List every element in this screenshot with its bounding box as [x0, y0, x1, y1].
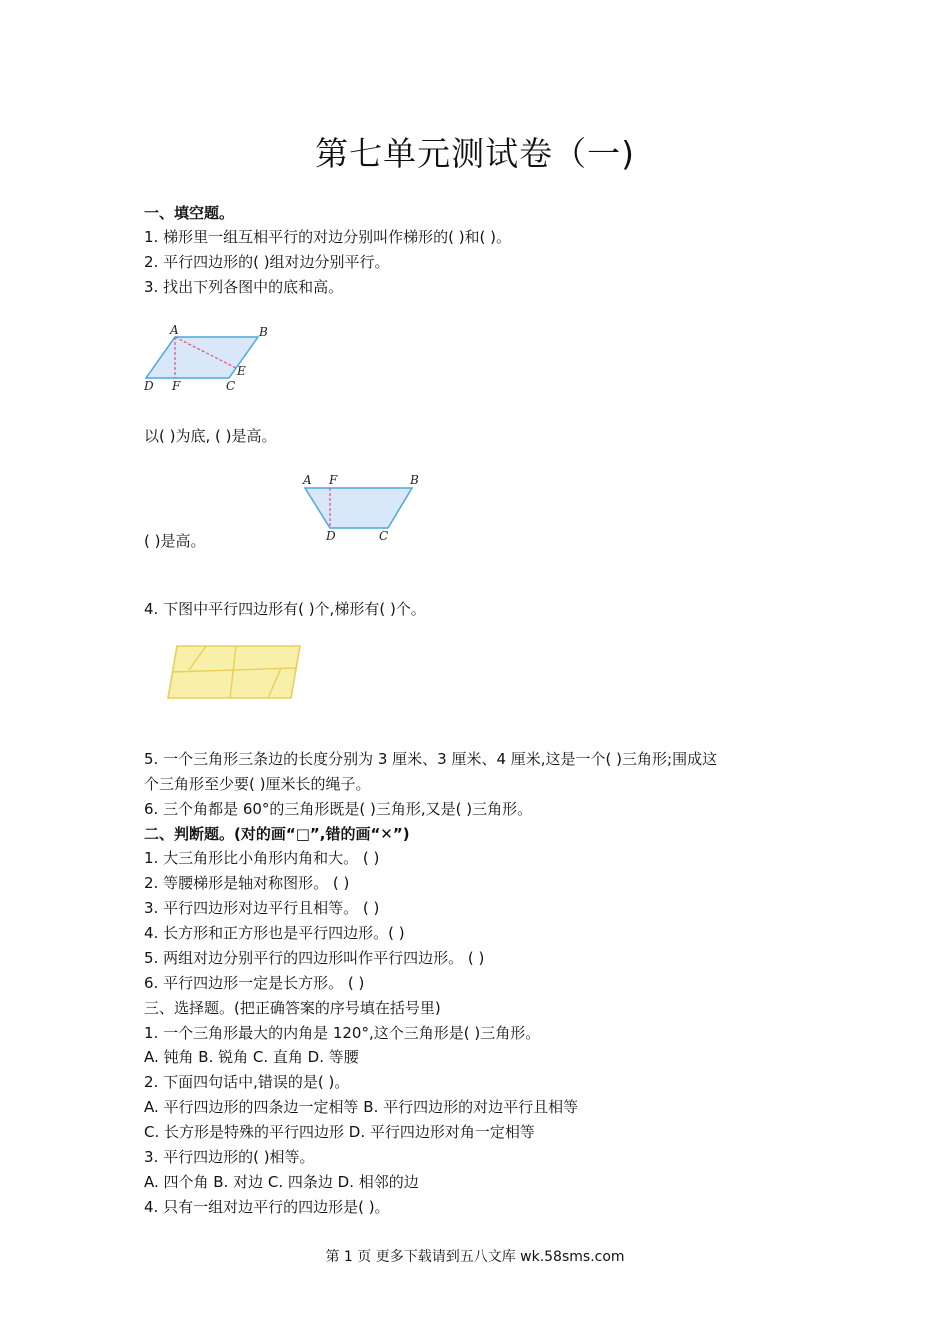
- choice-3-options: A. 四个角 B. 对边 C. 四条边 D. 相邻的边: [144, 1173, 419, 1191]
- trapezoid-figure: [298, 470, 423, 545]
- question-5-line-2: 个三角形至少要( )厘米长的绳子。: [144, 775, 371, 793]
- choice-1-options: A. 钝角 B. 锐角 C. 直角 D. 等腰: [144, 1048, 359, 1066]
- question-6: 6. 三个角都是 60°的三角形既是( )三角形,又是( )三角形。: [144, 800, 533, 818]
- judge-3: 3. 平行四边形对边平行且相等。 ( ): [144, 899, 380, 917]
- label-d: D: [326, 529, 336, 543]
- label-b: B: [259, 325, 268, 339]
- section-heading-choice: 三、选择题。(把正确答案的序号填在括号里): [144, 999, 441, 1017]
- label-a: A: [170, 323, 179, 337]
- question-2: 2. 平行四边形的( )组对边分别平行。: [144, 253, 390, 271]
- judge-1: 1. 大三角形比小角形内角和大。 ( ): [144, 849, 380, 867]
- trapezoid-shape: [305, 488, 412, 528]
- parallelogram-figure: [140, 320, 280, 395]
- question-3a: 以( )为底, ( )是高。: [144, 427, 277, 445]
- section-heading-fill-in: 一、填空题。: [144, 204, 235, 222]
- judge-5: 5. 两组对边分别平行的四边形叫作平行四边形。 ( ): [144, 949, 485, 967]
- choice-2-options-2: C. 长方形是特殊的平行四边形 D. 平行四边形对角一定相等: [144, 1123, 535, 1141]
- choice-2: 2. 下面四句话中,错误的是( )。: [144, 1073, 350, 1091]
- question-3: 3. 找出下列各图中的底和高。: [144, 278, 344, 296]
- label-e: E: [237, 364, 246, 378]
- label-a: A: [303, 473, 312, 487]
- label-b: B: [410, 473, 419, 487]
- label-f: F: [329, 473, 338, 487]
- label-c: C: [226, 379, 236, 393]
- label-d: D: [144, 379, 154, 393]
- label-f: F: [172, 379, 181, 393]
- section-heading-judge: 二、判断题。(对的画“□”,错的画“✕”): [144, 825, 410, 843]
- page-footer: 第 1 页 更多下载请到五八文库 wk.58sms.com: [325, 1249, 625, 1265]
- choice-2-options-1: A. 平行四边形的四条边一定相等 B. 平行四边形的对边平行且相等: [144, 1098, 579, 1116]
- choice-4: 4. 只有一组对边平行的四边形是( )。: [144, 1198, 390, 1216]
- judge-2: 2. 等腰梯形是轴对称图形。 ( ): [144, 874, 350, 892]
- yellow-parallelogram-figure: [160, 640, 310, 705]
- question-3b: ( )是高。: [144, 532, 206, 550]
- judge-4: 4. 长方形和正方形也是平行四边形。( ): [144, 924, 405, 942]
- page-title: 第七单元测试卷（一): [315, 134, 635, 173]
- choice-3: 3. 平行四边形的( )相等。: [144, 1148, 315, 1166]
- question-5-line-1: 5. 一个三角形三条边的长度分别为 3 厘米、3 厘米、4 厘米,这是一个( )三角形;围成这: [144, 750, 718, 768]
- question-4: 4. 下图中平行四边形有( )个,梯形有( )个。: [144, 600, 426, 618]
- judge-6: 6. 平行四边形一定是长方形。 ( ): [144, 974, 365, 992]
- label-c: C: [379, 529, 389, 543]
- question-1: 1. 梯形里一组互相平行的对边分别叫作梯形的( )和( )。: [144, 228, 512, 246]
- choice-1: 1. 一个三角形最大的内角是 120°,这个三角形是( )三角形。: [144, 1024, 541, 1042]
